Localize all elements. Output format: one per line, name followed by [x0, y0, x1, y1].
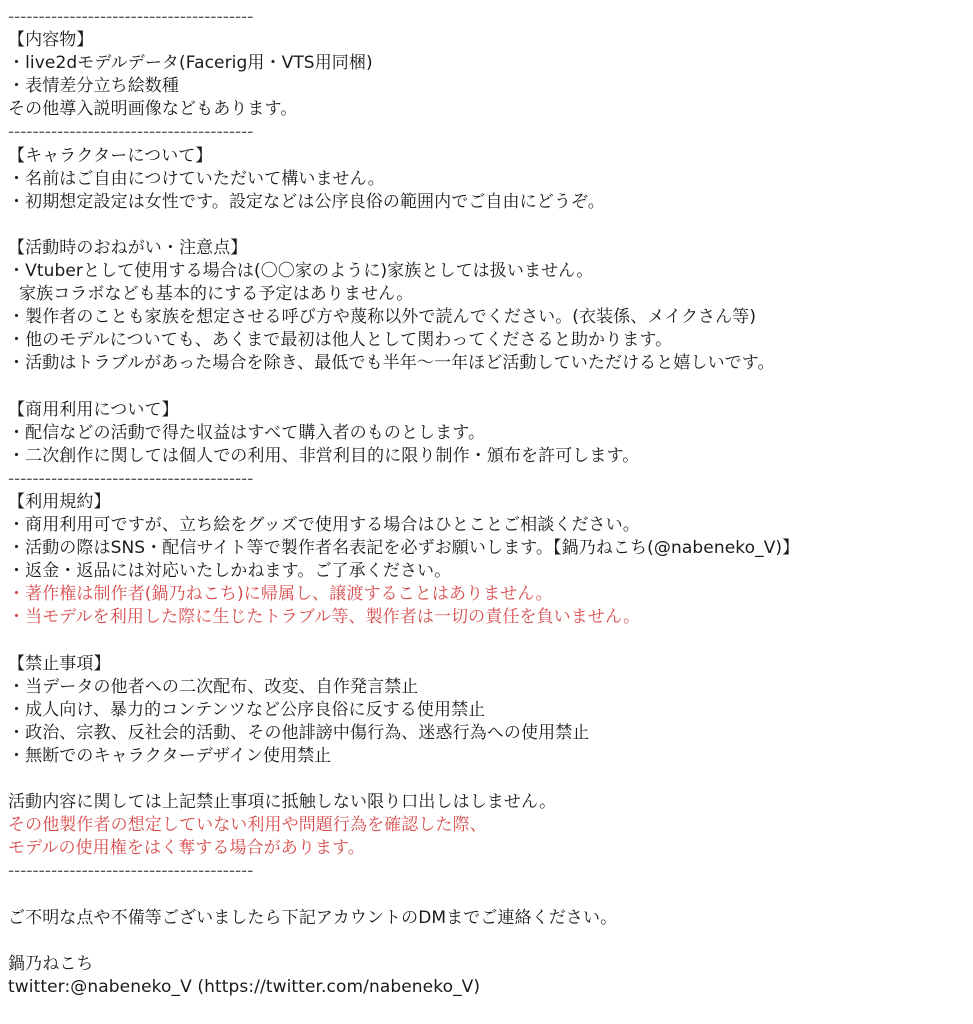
- blank-line: [8, 376, 968, 399]
- separator-line: ----------------------------------------: [8, 122, 254, 143]
- text-line: 家族コラボなども基本的にする予定はありません。: [8, 284, 414, 305]
- bullet-item: ・当データの他者への二次配布、改変、自作発言禁止: [8, 676, 419, 697]
- blank-line: [8, 930, 968, 953]
- bullet-item: ・表情差分立ち絵数種: [8, 76, 179, 97]
- separator-line: ----------------------------------------: [8, 861, 254, 882]
- bullet-item: ・他のモデルについても、あくまで最初は他人として関わってくださると助かります。: [8, 330, 673, 351]
- section-heading: 【活動時のおねがい・注意点】: [8, 237, 248, 258]
- section-heading: 【キャラクターについて】: [8, 145, 213, 166]
- text-line: モデルの使用権をはく奪する場合があります。: [8, 838, 365, 859]
- bullet-item: ・無断でのキャラクターデザイン使用禁止: [8, 746, 332, 766]
- bullet-item: ・成人向け、暴力的コンテンツなど公序良俗に反する使用禁止: [8, 699, 486, 720]
- bullet-item: ・商用利用可ですが、立ち絵をグッズで使用する場合はひとことご相談ください。: [8, 515, 640, 536]
- separator-line: ----------------------------------------: [8, 468, 254, 489]
- text-line: twitter:@nabeneko_V (https://twitter.com/nabeneko_V): [8, 976, 481, 997]
- bullet-item: ・二次創作に関しては個人での利用、非営利目的に限り制作・頒布を許可します。: [8, 445, 640, 466]
- bullet-item: ・当モデルを利用した際に生じたトラブル等、製作者は一切の責任を負いません。: [8, 607, 641, 628]
- blank-line: [8, 630, 968, 653]
- section-heading: 【商用利用について】: [8, 399, 179, 420]
- text-line: その他導入説明画像などもあります。: [8, 99, 298, 120]
- blank-line: [8, 768, 968, 791]
- separator-line: ----------------------------------------: [8, 7, 254, 27]
- section-heading: 【禁止事項】: [8, 653, 111, 674]
- text-line: 鍋乃ねこち: [8, 953, 94, 974]
- bullet-item: ・活動の際はSNS・配信サイト等で製作者名表記を必ずお願いします。【鍋乃ねこち(@nabeneko_V)】: [8, 538, 800, 559]
- bullet-item: ・Vtuberとして使用する場合は(〇〇家のように)家族としては扱いません。: [8, 261, 594, 282]
- terms-document: [8, 6, 968, 999]
- text-line: ご不明な点や不備等ございましたら下記アカウントのDMまでご連絡ください。: [8, 907, 618, 928]
- bullet-item: ・配信などの活動で得た収益はすべて購入者のものとします。: [8, 422, 486, 443]
- bullet-item: ・初期想定設定は女性です。設定などは公序良俗の範囲内でご自由にどうぞ。: [8, 191, 605, 212]
- section-heading: 【利用規約】: [8, 491, 111, 512]
- blank-line: [8, 214, 968, 237]
- bullet-item: ・名前はご自由につけていただいて構いません。: [8, 168, 385, 189]
- bullet-item: ・活動はトラブルがあった場合を除き、最低でも半年～一年ほど活動していただけると嬉しいです。: [8, 353, 775, 374]
- text-line: その他製作者の想定していない利用や問題行為を確認した際、: [8, 815, 487, 836]
- section-heading: 【内容物】: [8, 30, 94, 51]
- bullet-item: ・live2dモデルデータ(Facerig用・VTS用同梱): [8, 53, 373, 74]
- bullet-item: ・製作者のことも家族を想定させる呼び方や蔑称以外で読んでください。(衣装係、メイクさん等): [8, 307, 757, 328]
- bullet-item: ・著作権は制作者(鍋乃ねこち)に帰属し、譲渡することはありません。: [8, 584, 553, 605]
- text-line: 活動内容に関しては上記禁止事項に抵触しない限り口出しはしません。: [8, 792, 557, 813]
- bullet-item: ・政治、宗教、反社会的活動、その他誹謗中傷行為、迷惑行為への使用禁止: [8, 722, 590, 743]
- blank-line: [8, 884, 968, 907]
- bullet-item: ・返金・返品には対応いたしかねます。ご了承ください。: [8, 561, 452, 582]
